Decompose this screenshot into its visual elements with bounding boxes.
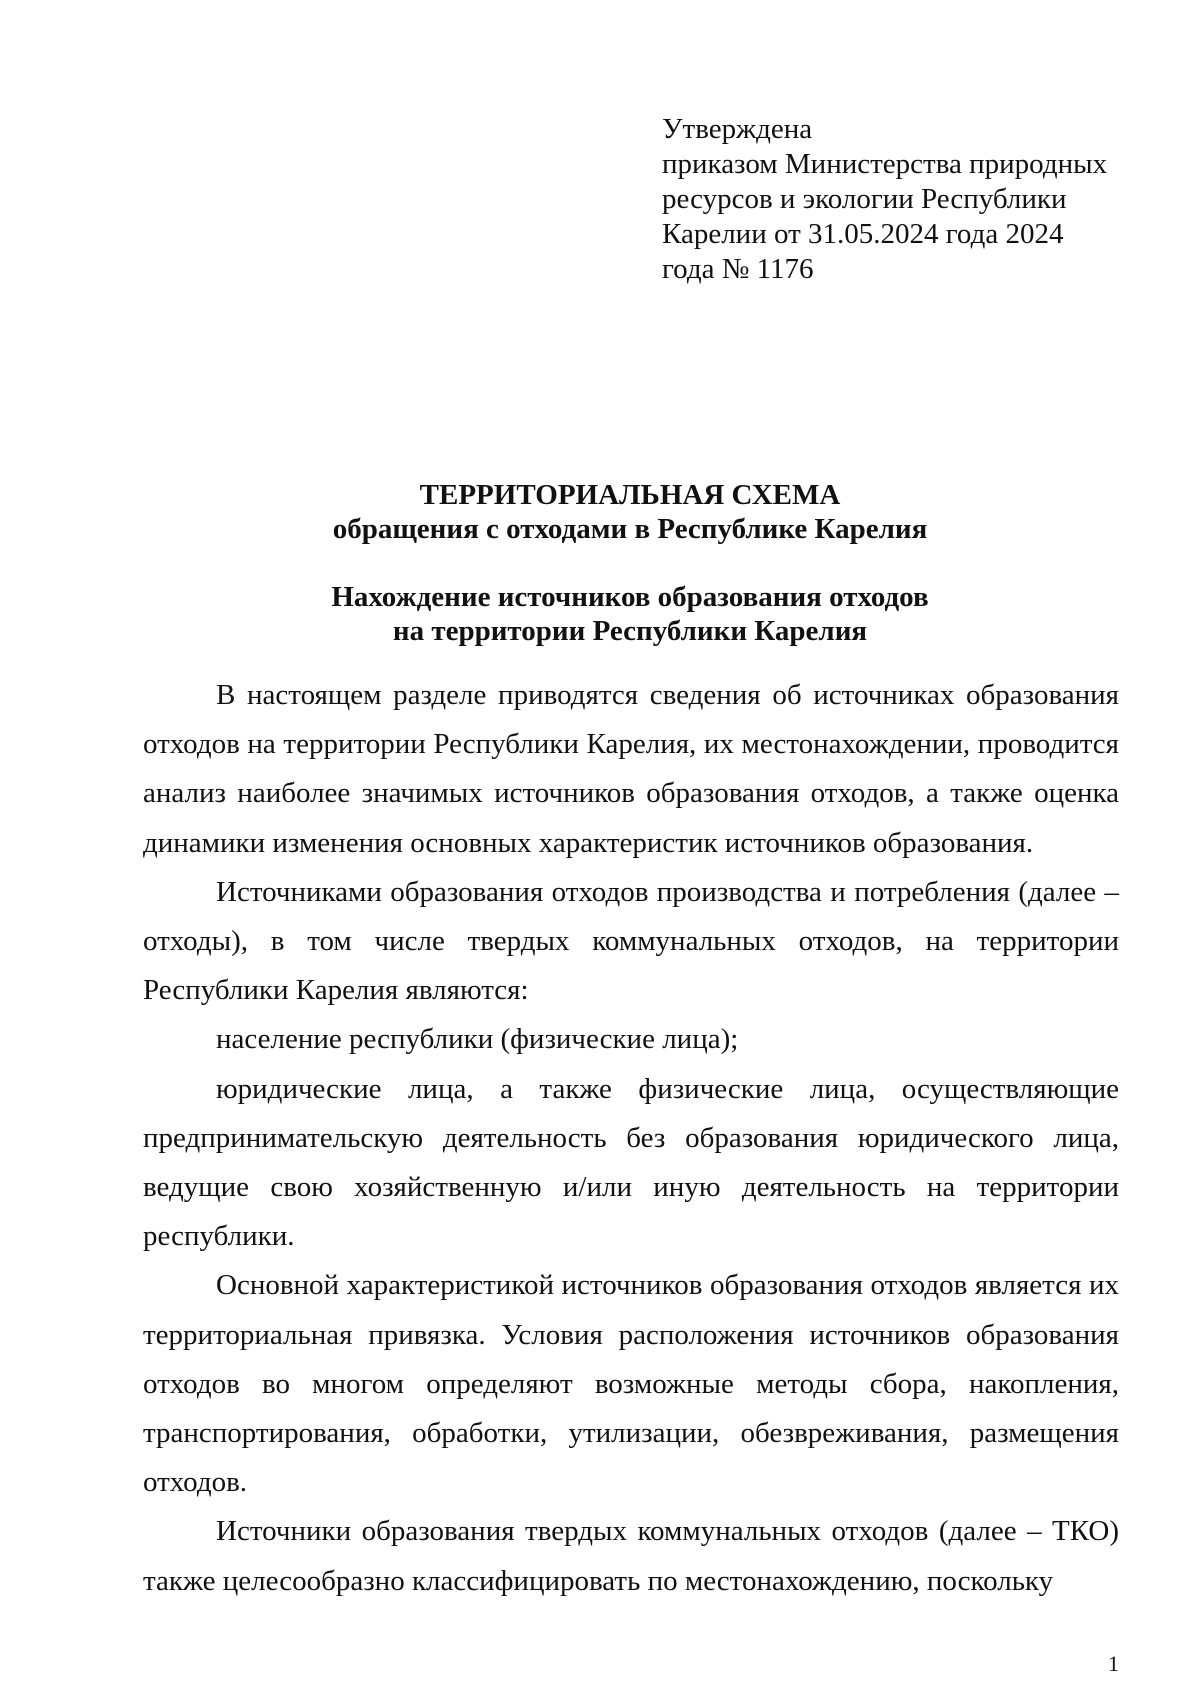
approval-line: года № 1176	[662, 253, 814, 285]
section-heading-line: на территории Республики Карелия	[392, 615, 868, 647]
paragraph: юридические лица, а также физические лица, осуществляющие предпринимательскую деятельность без образования юридического лица, ведущие свою хозяйственную и/или иную деятельность на территории республики.	[143, 1072, 1119, 1253]
approval-line: Утверждена	[662, 113, 813, 145]
approval-stamp	[662, 112, 1132, 287]
document-title	[140, 478, 1120, 546]
paragraph: В настоящем разделе приводятся сведения об источниках образования отходов на территории Республики Карелия, их местонахождении, проводится анализ наиболее значимых источников образования отходов, а также оценка динамики изменения основных характеристик источников образования.	[143, 679, 1119, 859]
approval-line: приказом Министерства природных	[662, 148, 1108, 180]
paragraph: Основной характеристикой источников образования отходов является их территориальная привязка. Условия расположения источников образования отходов во многом определяют возможные методы сбора, накопления, транспортирования, обработки, утилизации, обезвреживания, размещения отходов.	[143, 1269, 1119, 1499]
body-text	[143, 671, 1119, 1606]
page-number: 1	[1108, 1651, 1119, 1676]
title-line: обращения с отходами в Республике Карелия	[332, 513, 928, 545]
paragraph: Источники образования твердых коммунальных отходов (далее – ТКО) также целесообразно классифицировать по местонахождению, поскольку	[143, 1515, 1119, 1597]
title-line: ТЕРРИТОРИАЛЬНАЯ СХЕМА	[419, 479, 841, 511]
approval-line: Карелии от 31.05.2024 года 2024	[662, 218, 1064, 250]
paragraph: Источниками образования отходов производства и потребления (далее – отходы), в том числе твердых коммунальных отходов, на территории Республики Карелия являются:	[143, 875, 1119, 1007]
section-heading-line: Нахождение источников образования отходов	[331, 581, 929, 613]
section-heading	[140, 580, 1120, 648]
approval-line: ресурсов и экологии Республики	[662, 183, 1067, 215]
paragraph: население республики (физические лица);	[216, 1023, 739, 1056]
